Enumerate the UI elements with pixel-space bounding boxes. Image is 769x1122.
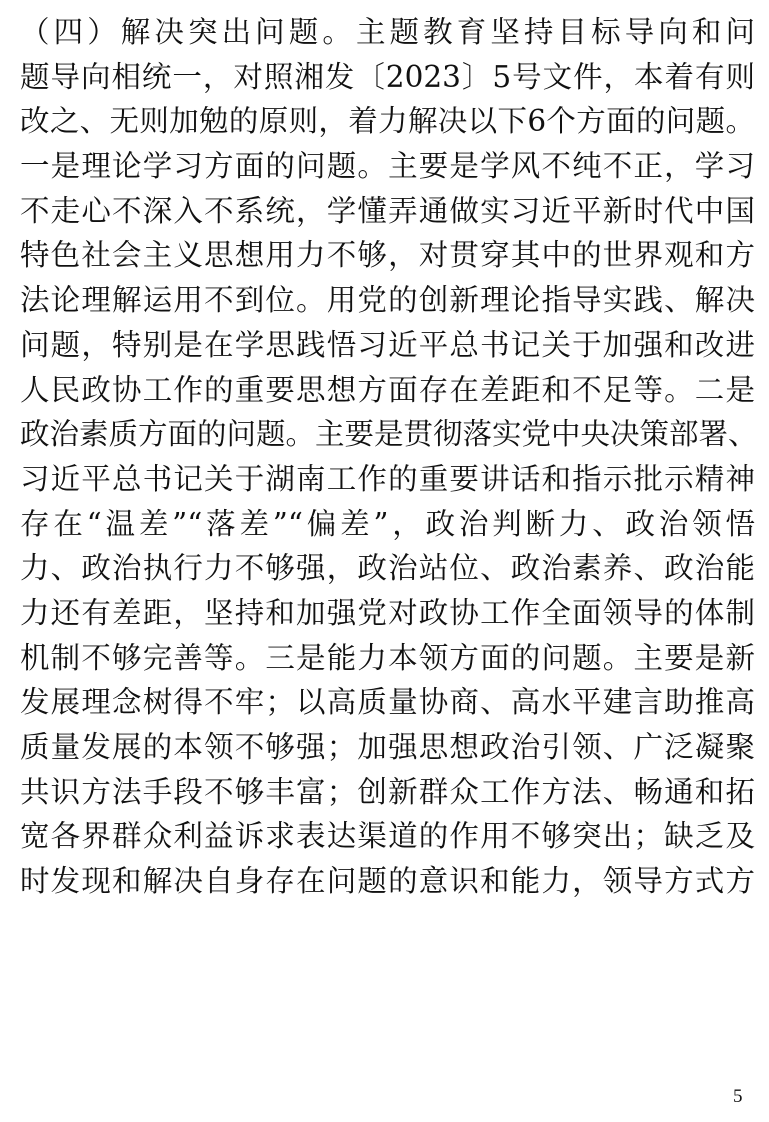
text-line-16: 发展理念树得不牢；以高质量协商、高水平建言助推高 [20, 685, 755, 720]
text-line-13: 力、政治执行力不够强，政治站位、政治素养、政治能 [20, 551, 755, 586]
text-line-11: 习近平总书记关于湖南工作的重要讲话和指示批示精神 [20, 461, 755, 496]
text-line-19: 宽各界群众利益诉求表达渠道的作用不够突出；缺乏及 [20, 819, 755, 854]
text-line-7: 法论理解运用不到位。用党的创新理论指导实践、解决 [20, 283, 755, 318]
text-line-5: 不走心不深入不系统，学懂弄通做实习近平新时代中国 [20, 193, 755, 228]
text-line-2: 题导向相统一，对照湘发〔2023〕5号文件，本着有则 [20, 59, 755, 94]
text-line-20: 时发现和解决自身存在问题的意识和能力，领导方式方 [20, 864, 755, 899]
text-line-10: 政治素质方面的问题。主要是贯彻落实党中央决策部署、 [20, 417, 758, 452]
text-line-9: 人民政协工作的重要思想方面存在差距和不足等。二是 [20, 372, 755, 407]
body-text [20, 10, 758, 904]
text-line-14: 力还有差距，坚持和加强党对政协工作全面领导的体制 [20, 595, 755, 630]
text-line-1: （四）解决突出问题。主题教育坚持目标导向和问 [20, 15, 755, 49]
text-line-18: 共识方法手段不够丰富；创新群众工作方法、畅通和拓 [20, 774, 755, 809]
text-line-6: 特色社会主义思想用力不够，对贯穿其中的世界观和方 [20, 238, 755, 273]
text-line-4: 一是理论学习方面的问题。主要是学风不纯不正，学习 [20, 149, 755, 184]
text-line-3: 改之、无则加勉的原则，着力解决以下6个方面的问题。 [20, 104, 755, 139]
text-line-15: 机制不够完善等。三是能力本领方面的问题。主要是新 [20, 640, 755, 675]
text-line-8: 问题，特别是在学思践悟习近平总书记关于加强和改进 [20, 327, 755, 362]
text-line-12: 存在“温差”“落差”“偏差”，政治判断力、政治领悟 [20, 506, 755, 541]
text-line-17: 质量发展的本领不够强；加强思想政治引领、广泛凝聚 [20, 730, 755, 764]
page-number: 5 [733, 1086, 743, 1107]
